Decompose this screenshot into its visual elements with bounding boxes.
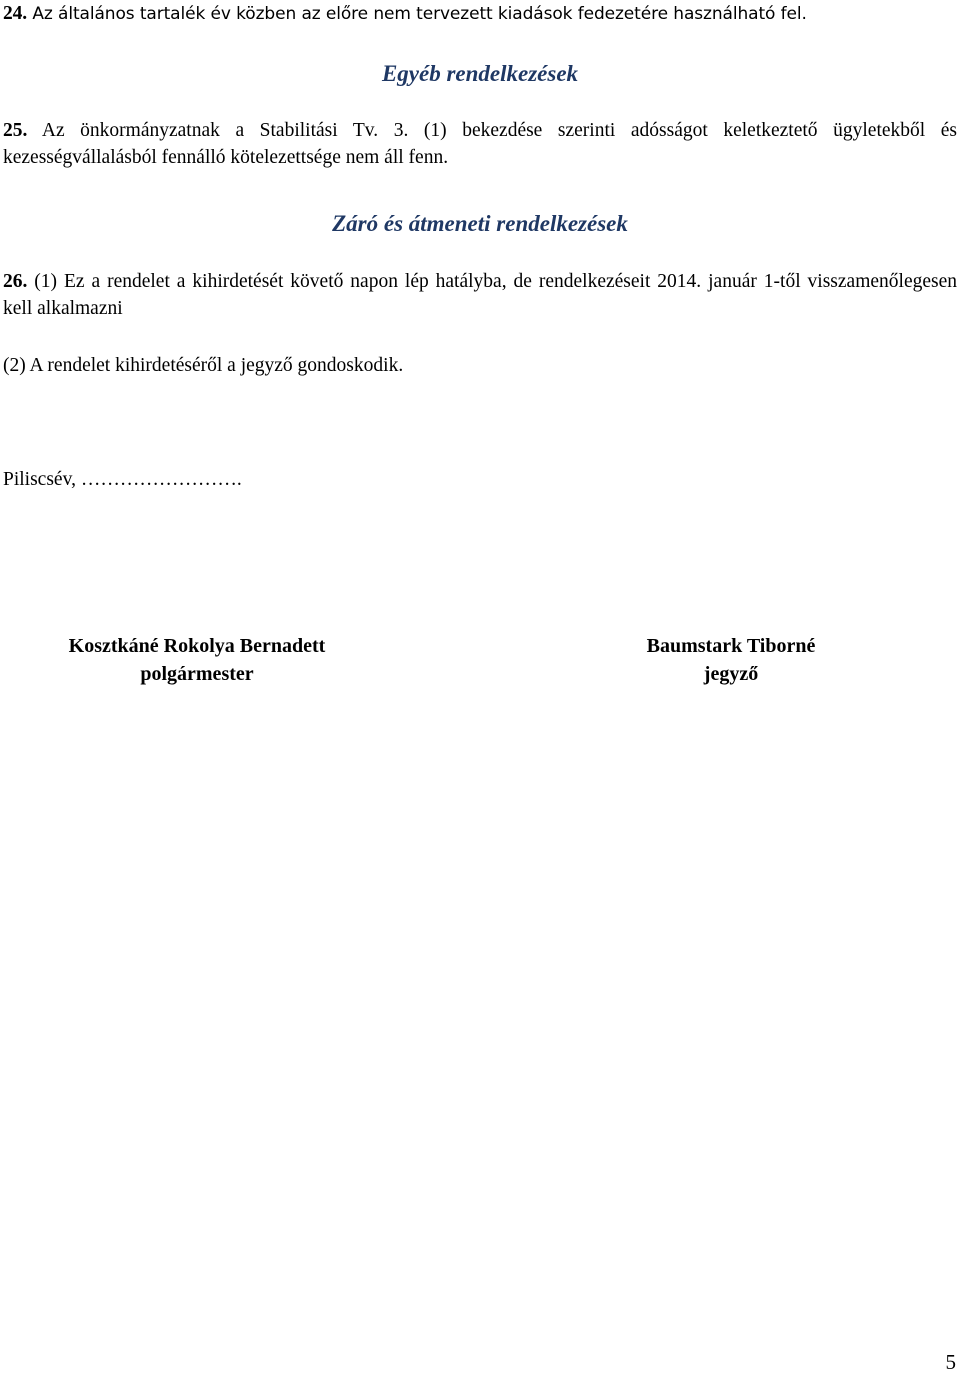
place-date-line: Piliscsév, …………………….	[3, 469, 242, 490]
signatory-title: polgármester	[140, 663, 254, 685]
paragraph-number: 26.	[3, 271, 28, 292]
paragraph-26-2: (2) A rendelet kihirdetéséről a jegyző gondoskodik.	[3, 355, 404, 376]
paragraph-text: (1) Ez a rendelet a kihirdetését követő napon lép hatályba, de rendelkezéseit 2014. január 1-től visszamenőlegesen kell alkalmazni	[3, 271, 957, 319]
signatory-name: Baumstark Tiborné	[646, 635, 816, 657]
paragraph-24	[3, 0, 957, 28]
section-heading-egyeb: Egyéb rendelkezések	[381, 61, 579, 86]
paragraph-text: Az önkormányzatnak a Stabilitási Tv. 3. (1) bekezdése szerinti adósságot keletkeztető ügyletekből és kezességvállalásból fennálló kötelezettsége nem áll fenn.	[3, 120, 957, 168]
paragraph-number: 25.	[3, 120, 28, 141]
page-number: 5	[945, 1350, 956, 1374]
signature-block-mayor	[38, 632, 356, 688]
paragraph-text: Az általános tartalék év közben az előre nem tervezett kiadások fedezetére használható fel.	[27, 4, 807, 24]
paragraph-25	[3, 117, 957, 171]
signatory-title: jegyző	[703, 663, 759, 685]
section-heading-zaro: Záró és átmeneti rendelkezések	[332, 211, 628, 236]
paragraph-26	[3, 268, 957, 322]
paragraph-number: 24.	[3, 3, 28, 24]
signature-block-notary	[624, 632, 838, 688]
signatory-name: Kosztkáné Rokolya Bernadett	[68, 635, 326, 657]
